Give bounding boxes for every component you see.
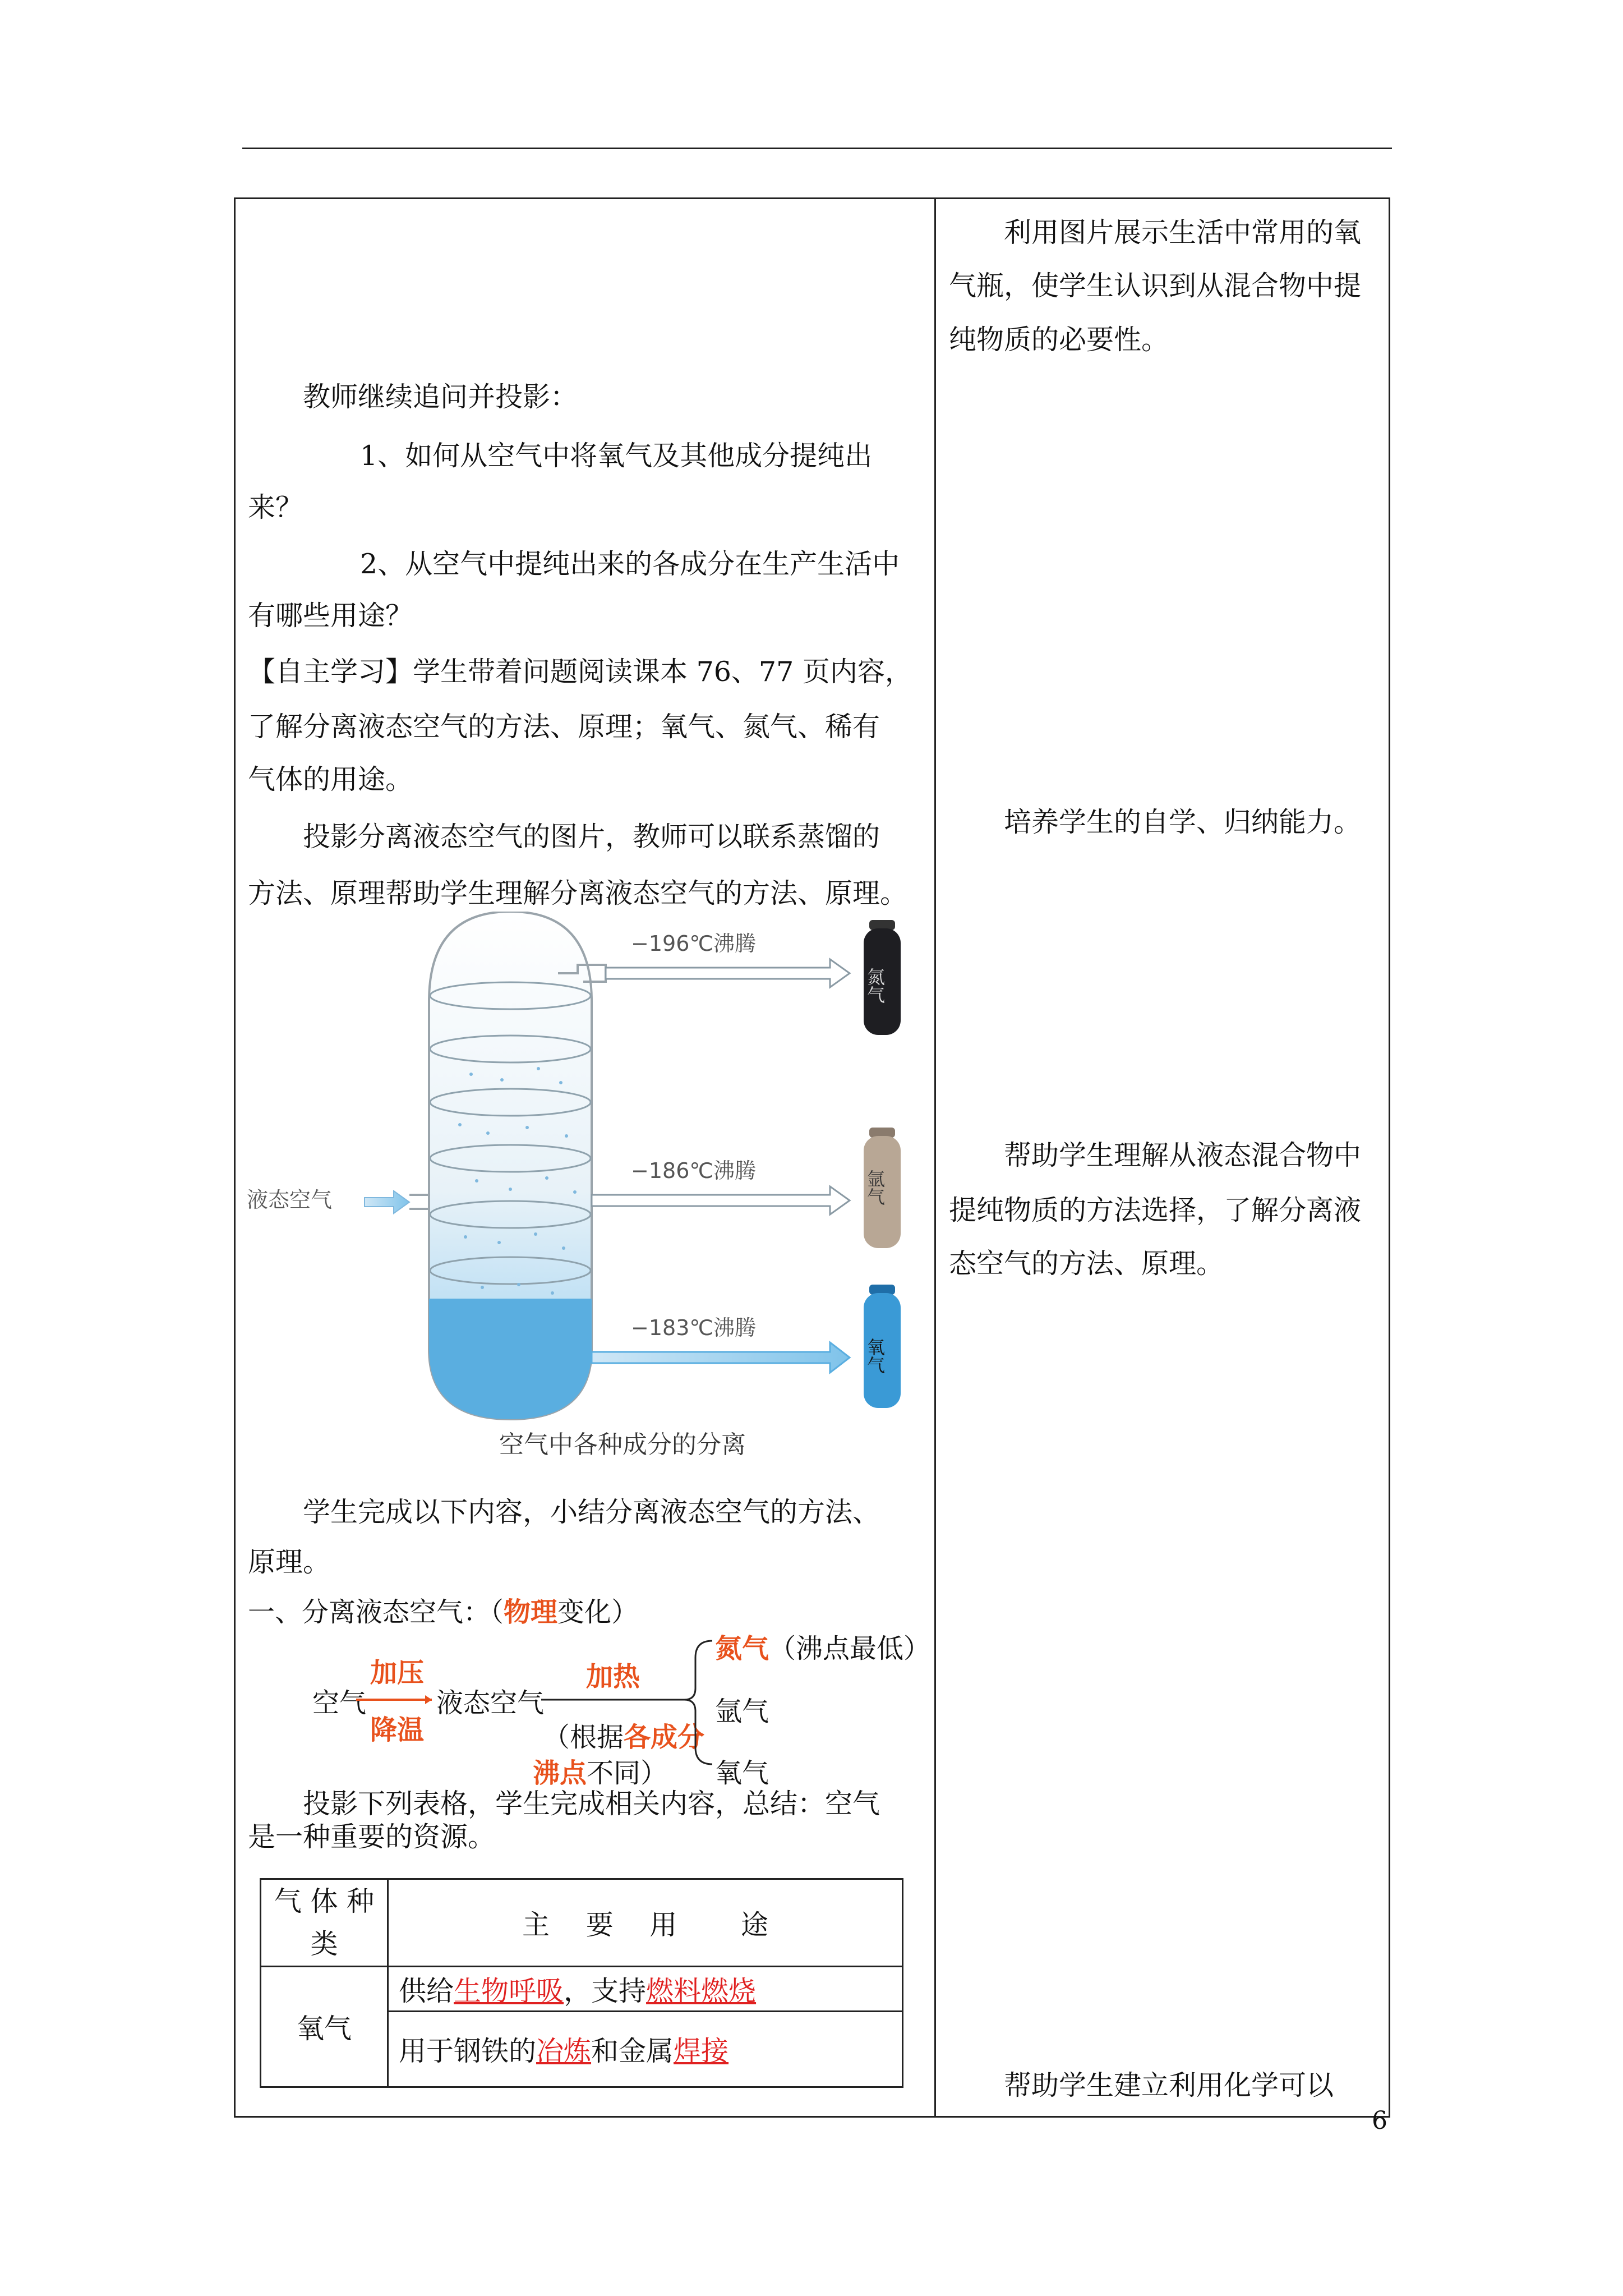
scheme-basis-1: （根据各成分	[543, 1722, 705, 1753]
row-gas-oxygen: 氧气	[261, 1967, 388, 2087]
projection-line-1: 投影分离液态空气的图片，教师可以联系蒸馏的	[303, 821, 880, 853]
air-separation-figure	[247, 912, 920, 1478]
outlet-mid-arrow	[592, 1186, 850, 1214]
note-2: 培养学生的自学、归纳能力。	[1004, 806, 1362, 838]
projection-line-2: 方法、原理帮助学生理解分离液态空气的方法、原理。	[248, 877, 908, 909]
self-study-line-2: 了解分离液态空气的方法、原理；氧气、氮气、稀有	[248, 711, 880, 743]
note-4: 帮助学生建立利用化学可以	[1004, 2069, 1334, 2101]
outlet-top-label: −196℃沸腾	[631, 931, 757, 956]
use-row-1: 供给生物呼吸，支持燃料燃烧	[388, 1967, 903, 2012]
note-3-line-1: 帮助学生理解从液态混合物中	[1004, 1139, 1362, 1171]
self-study-line-1: 【自主学习】学生带着问题阅读课本 76、77 页内容，	[248, 656, 912, 688]
question-1-line-1: 1、如何从空气中将氧气及其他成分提纯出	[360, 440, 873, 472]
figure-caption: 空气中各种成分的分离	[499, 1430, 746, 1459]
outlet-top-arrow	[606, 959, 850, 987]
header-rule	[242, 148, 1392, 149]
scheme-arrows	[353, 1630, 729, 1775]
scheme-output-nitrogen: 氮气（沸点最低）	[715, 1633, 931, 1664]
input-arrow	[365, 1191, 409, 1213]
column-divider	[934, 197, 936, 2118]
scheme-output-argon: 氩气	[715, 1696, 769, 1727]
header-gas: 气 体 种 类	[261, 1879, 388, 1967]
input-pipe	[409, 1195, 429, 1209]
scheme-basis-2: 沸点不同）	[533, 1757, 668, 1789]
note-1-line-1: 利用图片展示生活中常用的氧	[1004, 217, 1362, 249]
note-1-line-3: 纯物质的必要性。	[949, 324, 1169, 356]
answer-blank: 燃料燃烧	[646, 1975, 757, 2007]
argon-bottle	[864, 1128, 901, 1248]
table-intro-line-1: 投影下列表格，学生完成相关内容，总结：空气	[303, 1788, 880, 1820]
use-row-2: 用于钢铁的冶炼和金属焊接	[388, 2012, 903, 2087]
answer-blank: 生物呼吸	[454, 1975, 564, 2007]
page-number: 6	[1372, 2106, 1387, 2135]
brace	[684, 1641, 712, 1764]
outlet-mid-label: −186℃沸腾	[631, 1158, 757, 1183]
complete-line-1: 学生完成以下内容，小结分离液态空气的方法、	[303, 1496, 880, 1528]
outlet-bottom-label: −183℃沸腾	[631, 1315, 757, 1340]
outlet-bottom-arrow	[592, 1342, 850, 1373]
teacher-prompt: 教师继续追问并投影：	[303, 381, 578, 413]
nitrogen-bottle	[864, 920, 901, 1035]
scheme-air: 空气	[312, 1687, 367, 1719]
liquid-bottom	[429, 1299, 592, 1419]
scheme-output-oxygen: 氧气	[715, 1757, 769, 1789]
note-3-line-2: 提纯物质的方法选择，了解分离液	[949, 1194, 1362, 1226]
scheme-heat: 加热	[586, 1661, 640, 1692]
complete-line-2: 原理。	[248, 1546, 331, 1578]
scheme-liquid-air: 液态空气	[436, 1687, 545, 1719]
note-1-line-2: 气瓶，使学生认识到从混合物中提	[949, 270, 1362, 302]
scheme-cool: 降温	[370, 1714, 425, 1746]
oxygen-bottle	[864, 1285, 901, 1408]
input-label: 液态空气	[247, 1188, 333, 1212]
header-use: 主 要 用 途	[388, 1879, 903, 1967]
answer-blank: 焊接	[674, 2035, 729, 2067]
self-study-line-3: 气体的用途。	[248, 763, 413, 795]
scheme-pressurize: 加压	[370, 1657, 425, 1688]
svg-text:氮气: 氮气	[864, 968, 886, 1004]
question-2-line-1: 2、从空气中提纯出来的各成分在生产生活中	[360, 548, 900, 580]
svg-text:氧气: 氧气	[864, 1338, 886, 1374]
table-intro-line-2: 是一种重要的资源。	[248, 1821, 496, 1853]
question-1-line-2: 来？	[248, 491, 303, 523]
note-3-line-3: 态空气的方法、原理。	[949, 1248, 1224, 1280]
svg-text:氩气: 氩气	[864, 1170, 886, 1205]
question-2-line-2: 有哪些用途？	[248, 600, 413, 632]
scheme-heading: 一、分离液态空气：（物理变化）	[248, 1596, 639, 1628]
uses-table	[260, 1878, 903, 2088]
answer-blank: 冶炼	[536, 2035, 592, 2067]
